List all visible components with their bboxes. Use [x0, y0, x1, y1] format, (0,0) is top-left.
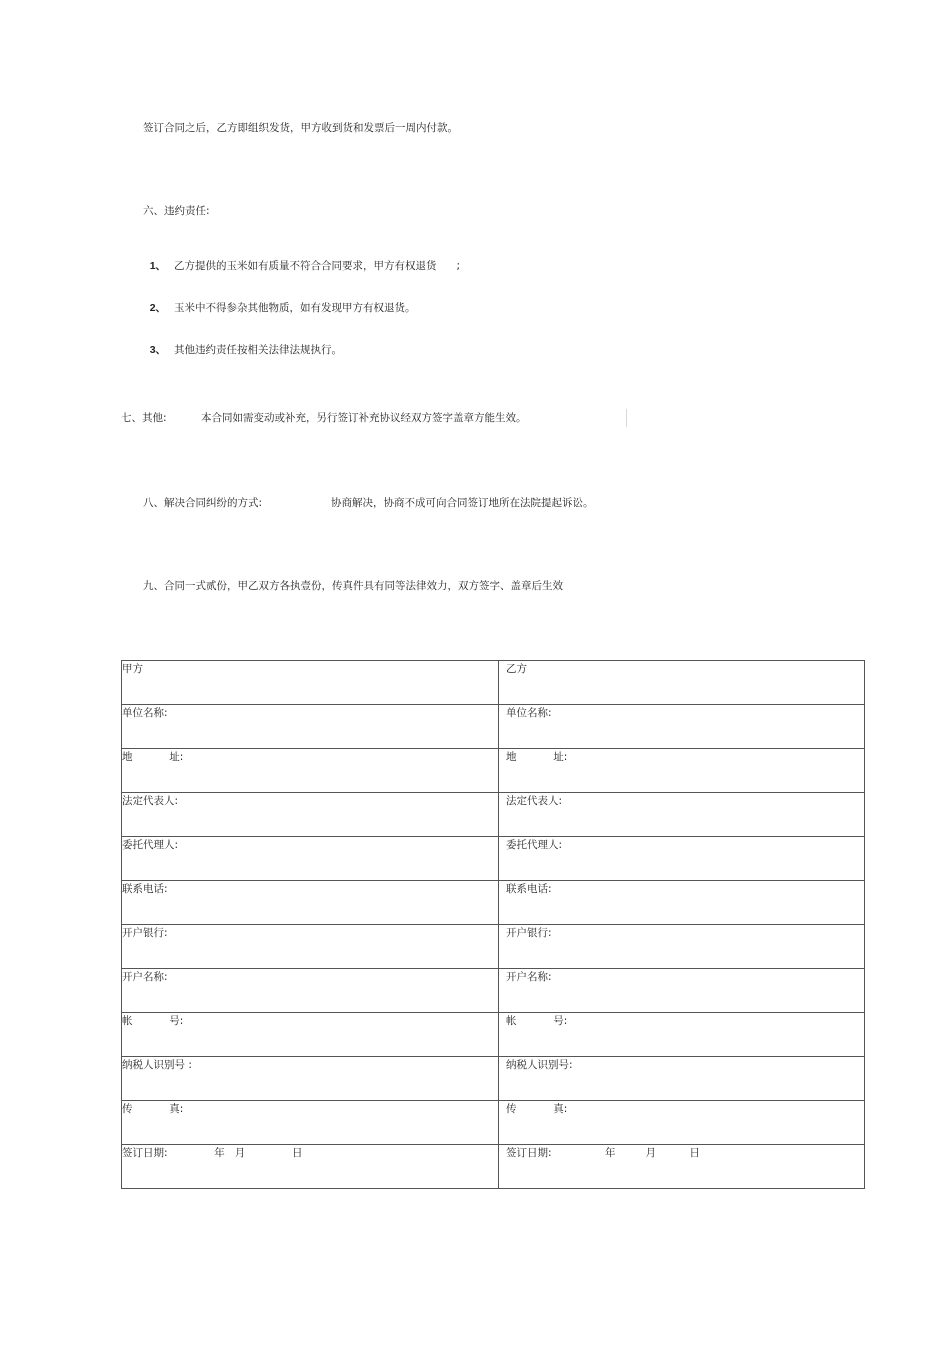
table-row [122, 881, 865, 925]
breach-heading: 六、违约责任: [143, 205, 210, 217]
breach-item-2 [143, 287, 416, 315]
dispute-clause-label: 八、解决合同纠纷的方式: [143, 497, 263, 509]
table-row [122, 1145, 865, 1189]
party-a-cell: 委托代理人: [122, 837, 499, 881]
table-row [122, 1057, 865, 1101]
item-text: 其他违约责任按相关法律法规执行。 [174, 344, 343, 356]
party-a-cell: 法定代表人: [122, 793, 499, 837]
table-row [122, 837, 865, 881]
party-a-cell: 联系电话: [122, 881, 499, 925]
party-a-cell: 单位名称: [122, 705, 499, 749]
table-row [122, 925, 865, 969]
party-b-cell: 签订日期: 年 月 日 [499, 1145, 865, 1189]
party-b-cell: 法定代表人: [499, 793, 865, 837]
party-a-cell: 签订日期: 年 月 日 [122, 1145, 499, 1189]
party-b-cell: 乙方 [499, 661, 865, 705]
breach-item-1 [143, 245, 460, 273]
party-b-cell: 开户名称: [499, 969, 865, 1013]
table-row [122, 661, 865, 705]
table-row [122, 705, 865, 749]
table-row [122, 793, 865, 837]
other-clause-label: 七、其他: [121, 412, 167, 424]
party-a-cell: 开户银行: [122, 925, 499, 969]
item-number: 1、 [149, 260, 167, 272]
item-number: 3、 [149, 344, 167, 356]
item-number: 2、 [149, 302, 167, 314]
party-a-cell: 开户名称: [122, 969, 499, 1013]
party-a-cell: 纳税人识别号 : [122, 1057, 499, 1101]
payment-clause: 签订合同之后，乙方即组织发货，甲方收到货和发票后一周内付款。 [143, 122, 458, 134]
other-clause-text: 本合同如需变动或补充，另行签订补充协议经双方签字盖章方能生效。 [201, 412, 527, 424]
party-b-cell: 地 址: [499, 749, 865, 793]
party-a-cell: 地 址: [122, 749, 499, 793]
breach-item-3 [143, 329, 342, 357]
party-b-cell: 传 真: [499, 1101, 865, 1145]
party-b-cell: 联系电话: [499, 881, 865, 925]
party-a-cell: 甲方 [122, 661, 499, 705]
party-a-cell: 传 真: [122, 1101, 499, 1145]
party-b-cell: 帐 号: [499, 1013, 865, 1057]
item-text: 乙方提供的玉米如有质量不符合合同要求，甲方有权退货 ; [174, 260, 461, 272]
table-row [122, 749, 865, 793]
item-text: 玉米中不得参杂其他物质，如有发现甲方有权退货。 [174, 302, 416, 314]
party-a-cell: 帐 号: [122, 1013, 499, 1057]
party-b-cell: 单位名称: [499, 705, 865, 749]
table-row [122, 1101, 865, 1145]
parties-table [121, 660, 865, 1189]
table-row [122, 969, 865, 1013]
party-b-cell: 委托代理人: [499, 837, 865, 881]
party-b-cell: 开户银行: [499, 925, 865, 969]
copies-clause: 九、合同一式贰份，甲乙双方各执壹份，传真件具有同等法律效力，双方签字、盖章后生效 [143, 580, 563, 592]
party-b-cell: 纳税人识别号: [499, 1057, 865, 1101]
text-cursor-mark [626, 409, 627, 427]
table-row [122, 1013, 865, 1057]
dispute-clause-text: 协商解决，协商不成可向合同签订地所在法院提起诉讼。 [331, 497, 594, 509]
